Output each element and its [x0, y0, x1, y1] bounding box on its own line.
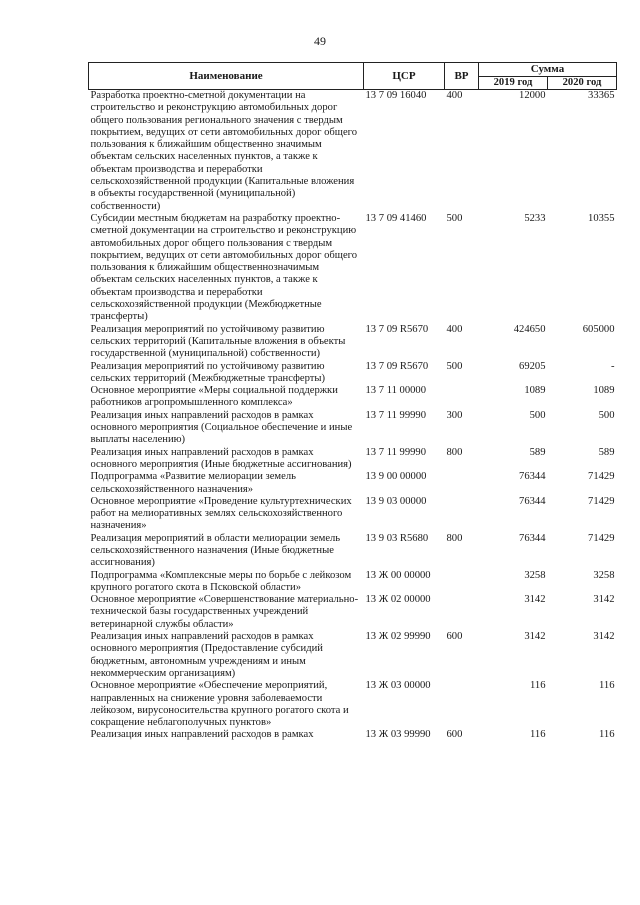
row-csr: 13 7 09 16040: [365, 90, 427, 101]
row-csr: 13 7 09 R5670: [365, 360, 429, 372]
table-row: [89, 471, 617, 496]
row-vr: 500: [446, 212, 463, 224]
table-row: [89, 410, 617, 447]
row-vr: [445, 496, 479, 533]
row-sum-2020: 3142: [593, 594, 615, 606]
row-csr: 13 Ж 00 00000: [365, 569, 431, 581]
row-vr: [445, 680, 479, 729]
row-sum-2020: 71429: [588, 532, 615, 544]
table-row: [89, 729, 617, 741]
table-header: [89, 63, 617, 90]
row-name: Субсидии местным бюджетам на разработку проектно-сметной документации на строительство и реконструкцию автомобильных дорог общего пользования с твердым покрытием, ведущих от сети автомобильных дорог общего пользования к ближайшим общественнозначимым объектам сельских населенных пунктов, а также к объектам производства и переработки сельскохозяйственной продукции (Межбюджетные трансферты): [90, 212, 358, 323]
page-number: 49: [314, 34, 326, 48]
row-csr: 13 9 03 00000: [365, 495, 427, 507]
row-sum-2020: 10355: [588, 212, 615, 224]
row-vr: 800: [446, 532, 463, 544]
row-name: Основное мероприятие «Меры социальной поддержки работников агропромышленного комплекса»: [90, 385, 338, 409]
row-sum-2019: 589: [529, 446, 546, 458]
row-sum-2020: 116: [599, 680, 615, 692]
row-sum-2019: 5233: [524, 212, 546, 224]
row-sum-2020: 33365: [588, 90, 615, 101]
row-vr: 400: [446, 323, 463, 335]
budget-table: [88, 62, 617, 742]
table-body: [89, 90, 617, 742]
table-row: [89, 324, 617, 361]
row-sum-2020: 500: [598, 409, 615, 421]
row-sum-2020: 3142: [593, 631, 615, 643]
row-name: Подпрограмма «Комплексные меры по борьбе с лейкозом крупного рогатого скота в Псковской области»: [90, 569, 352, 593]
header-csr: ЦСР: [364, 63, 445, 90]
row-name: Основное мероприятие «Проведение культуртехнических работ на мелиоративных землях сельскохозяйственного назначения»: [90, 495, 352, 532]
row-sum-2019: 500: [529, 409, 546, 421]
row-name: Реализация иных направлений расходов в рамках основного мероприятия (Социальное обеспечение и иные выплаты населению): [90, 409, 353, 446]
row-csr: 13 7 11 99990: [365, 409, 427, 421]
row-sum-2019: 116: [530, 680, 546, 692]
row-csr: 13 7 09 R5670: [365, 323, 429, 335]
row-sum-2019: 424650: [513, 323, 546, 335]
row-vr: 300: [446, 409, 463, 421]
row-name: Реализация мероприятий по устойчивому развитию сельских территорий (Межбюджетные трансферты): [90, 360, 326, 384]
header-vr: ВР: [445, 63, 479, 90]
table-row: [89, 533, 617, 570]
row-name: Основное мероприятие «Совершенствование материально-технической базы государственных учреждений ветеринарной службы области»: [90, 594, 359, 630]
row-csr: 13 7 09 41460: [365, 212, 427, 224]
table-row: [89, 594, 617, 631]
row-csr: 13 Ж 03 00000: [365, 680, 431, 692]
table-row: [89, 385, 617, 410]
table-row: [89, 631, 617, 680]
row-sum-2020: 71429: [588, 495, 615, 507]
row-csr: 13 9 03 R5680: [365, 532, 429, 544]
row-sum-2020: 116: [599, 729, 615, 741]
row-name: Реализация иных направлений расходов в рамках основного мероприятия (Иные бюджетные ассигнования): [90, 446, 352, 470]
row-sum-2019: 76344: [519, 471, 546, 483]
row-sum-2020: -: [610, 360, 615, 372]
row-vr: 400: [446, 90, 463, 101]
row-sum-2020: 605000: [582, 323, 615, 335]
row-name: Основное мероприятие «Обеспечение мероприятий, направленных на снижение уровня заболеваемости лейкозом, вирусоносительства крупного рогатого скота и сокращение неблагополучных пунктов»: [90, 680, 349, 729]
row-vr: 500: [446, 360, 463, 372]
row-csr: 13 7 11 99990: [365, 446, 427, 458]
row-vr: [445, 594, 479, 631]
row-csr: 13 Ж 03 99990: [365, 729, 431, 741]
table-row: [89, 361, 617, 386]
row-sum-2019: 76344: [519, 532, 546, 544]
row-sum-2019: 12000: [519, 90, 546, 101]
header-year-2020: 2020 год: [548, 77, 617, 90]
row-sum-2019: 1089: [524, 385, 546, 397]
row-sum-2020: 1089: [593, 385, 615, 397]
header-name: Наименование: [89, 63, 364, 90]
row-csr: 13 Ж 02 99990: [365, 631, 431, 643]
row-csr: 13 9 00 00000: [365, 471, 427, 483]
row-vr: [445, 385, 479, 410]
table-row: [89, 680, 617, 729]
row-vr: 600: [446, 729, 463, 741]
header-sum: Сумма: [479, 63, 617, 77]
row-sum-2020: 3258: [593, 569, 615, 581]
row-name: Подпрограмма «Развитие мелиорации земель сельскохозяйственного назначения»: [90, 471, 296, 495]
table-row: [89, 213, 617, 324]
row-vr: 800: [446, 446, 463, 458]
table-row: [89, 90, 617, 213]
row-name: Реализация иных направлений расходов в рамках: [90, 729, 314, 741]
row-csr: 13 7 11 00000: [365, 385, 427, 397]
row-sum-2019: 3142: [524, 631, 546, 643]
row-name: Реализация иных направлений расходов в рамках основного мероприятия (Предоставление субсидий бюджетным, автономным учреждениям и иным некоммерческим организациям): [90, 631, 323, 679]
row-vr: [445, 570, 479, 595]
row-name: Реализация мероприятий по устойчивому развитию сельских территорий (Капитальные вложения в объекты государственной (муниципальной) собственности): [90, 323, 346, 360]
row-sum-2019: 69205: [519, 360, 546, 372]
row-vr: [445, 471, 479, 496]
row-sum-2019: 76344: [519, 495, 546, 507]
table-row: [89, 496, 617, 533]
table-row: [89, 570, 617, 595]
row-sum-2020: 71429: [588, 471, 615, 483]
row-csr: 13 Ж 02 00000: [365, 594, 431, 606]
row-name: Разработка проектно-сметной документации на строительство и реконструкцию автомобильных дорог общего пользования регионального значения с твердым покрытием, ведущих от сети автомобильных дорог общего пользования к ближайшим общественно значимым объектам сельских населенных пунктов, а также к объектам производства и переработки сельскохозяйственной продукции (Капитальные вложения в объекты государственной (муниципальной) собственности): [90, 90, 358, 212]
row-sum-2020: 589: [598, 446, 615, 458]
row-name: Реализация мероприятий в области мелиорации земель сельскохозяйственного назначения (Иные бюджетные ассигнования): [90, 532, 341, 569]
row-sum-2019: 3258: [524, 569, 546, 581]
row-sum-2019: 116: [530, 729, 546, 741]
table-row: [89, 447, 617, 472]
row-sum-2019: 3142: [524, 594, 546, 606]
row-vr: 600: [446, 631, 463, 643]
header-year-2019: 2019 год: [479, 77, 548, 90]
